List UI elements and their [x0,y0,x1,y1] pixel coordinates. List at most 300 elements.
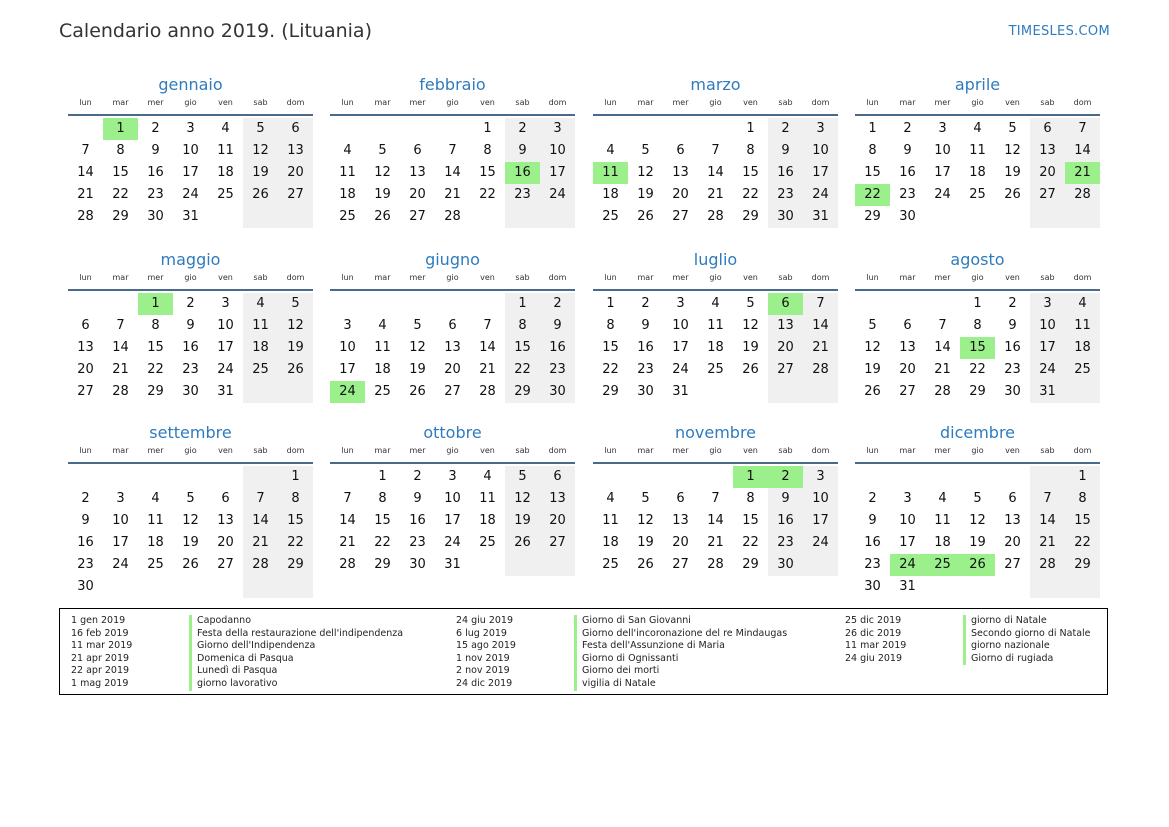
empty-cell [698,381,733,403]
day-cell: 25 [374,384,391,399]
empty-cell [330,466,365,488]
empty-cell [698,466,733,488]
holiday-name: giorno di Natale [963,615,1047,628]
day-cell: 16 [409,513,426,528]
day-cell: 1 [103,118,138,140]
day-cell: 20 [217,535,234,550]
weekday-label: dom [286,98,305,107]
empty-cell [208,466,243,488]
day-cell: 21 [444,187,461,202]
day-cell: 8 [278,488,313,510]
empty-cell [890,466,925,488]
day-grid [330,464,575,576]
day-cell: 16 [505,162,540,184]
day-cell: 13 [899,340,916,355]
empty-cell [663,118,698,140]
day-cell: 11 [243,315,278,337]
day-cell: 15 [278,510,313,532]
legend-column [71,615,431,691]
day-cell: 30 [409,557,426,572]
day-cell: 2 [540,293,575,315]
legend-row [71,678,431,691]
day-cell: 29 [278,554,313,576]
empty-cell [278,381,313,403]
day-cell: 18 [374,362,391,377]
empty-cell [628,118,663,140]
weekday-label: dom [1073,273,1092,282]
day-cell: 31 [672,384,689,399]
weekday-header [855,98,1100,116]
holiday-date: 1 gen 2019 [71,615,126,626]
empty-cell [365,293,400,315]
day-cell: 19 [409,362,426,377]
day-cell: 24 [540,184,575,206]
weekday-label: mar [637,446,654,455]
day-cell: 29 [374,557,391,572]
day-cell: 15 [479,165,496,180]
weekday-label: gio [971,273,984,282]
day-cell: 1 [1065,466,1100,488]
day-cell: 27 [444,384,461,399]
day-grid [593,291,838,403]
day-cell: 8 [746,491,755,506]
empty-cell [68,118,103,140]
day-cell: 22 [742,535,759,550]
day-cell: 11 [374,340,391,355]
day-cell: 10 [339,340,356,355]
empty-cell [278,206,313,228]
weekday-label: ven [1005,446,1020,455]
empty-cell [855,466,890,488]
empty-cell [208,206,243,228]
weekday-label: sab [1040,273,1055,282]
day-cell: 22 [147,362,164,377]
page-title: Calendario anno 2019. (Lituania) [59,20,372,42]
day-cell: 12 [637,165,654,180]
weekday-label: ven [218,98,233,107]
day-cell: 20 [672,535,689,550]
weekday-label: sab [778,273,793,282]
weekday-label: gio [446,98,459,107]
month-dicembre [855,422,1100,598]
day-cell: 30 [637,384,654,399]
empty-cell [400,293,435,315]
day-cell: 5 [243,118,278,140]
weekday-label: mer [672,98,689,107]
day-cell: 3 [116,491,125,506]
legend-row [71,615,431,628]
day-cell: 11 [217,143,234,158]
day-cell: 9 [505,140,540,162]
holiday-name: Festa dell'Assunzione di Maria [574,640,725,653]
day-cell: 24 [217,362,234,377]
day-cell: 17 [339,362,356,377]
day-cell: 4 [483,469,492,484]
day-cell: 4 [938,491,947,506]
day-cell: 17 [803,162,838,184]
day-cell: 18 [217,165,234,180]
day-cell: 26 [243,184,278,206]
empty-cell [890,293,925,315]
day-cell: 18 [243,337,278,359]
day-cell: 13 [672,513,689,528]
weekday-header [593,98,838,116]
day-cell: 7 [711,143,720,158]
holiday-name: Secondo giorno di Natale [963,628,1091,641]
day-cell: 3 [1030,293,1065,315]
day-cell: 8 [151,318,160,333]
day-cell: 13 [768,315,803,337]
day-grid [68,116,313,228]
day-cell: 14 [803,315,838,337]
holiday-date: 6 lug 2019 [456,627,507,639]
day-cell: 24 [672,362,689,377]
day-cell: 9 [413,491,422,506]
day-cell: 9 [768,140,803,162]
day-cell: 12 [864,340,881,355]
day-cell: 16 [768,510,803,532]
empty-cell [960,576,995,598]
holiday-name: vigilia di Natale [574,678,656,691]
day-cell: 30 [1004,384,1021,399]
day-cell: 8 [483,143,492,158]
day-cell: 25 [217,187,234,202]
empty-cell [68,466,103,488]
day-cell: 9 [641,318,650,333]
day-grid [68,291,313,403]
month-name: marzo [690,75,741,94]
empty-cell [470,554,505,576]
weekday-header [330,273,575,291]
day-grid [593,464,838,576]
day-cell: 27 [899,384,916,399]
weekday-label: lun [341,98,354,107]
day-cell: 20 [540,510,575,532]
day-cell: 5 [278,293,313,315]
day-cell: 12 [243,140,278,162]
day-cell: 21 [1030,532,1065,554]
empty-cell [540,554,575,576]
empty-cell [103,293,138,315]
day-cell: 9 [151,143,160,158]
day-cell: 5 [746,296,755,311]
day-cell: 29 [864,209,881,224]
legend-row [845,640,1169,653]
month-name: novembre [674,423,757,442]
weekday-label: gio [971,98,984,107]
legend-row [845,653,1169,666]
day-cell: 20 [899,362,916,377]
day-cell: 20 [409,187,426,202]
empty-cell [173,576,208,598]
holiday-name: Giorno dei morti [574,665,659,678]
day-cell: 24 [444,535,461,550]
day-cell: 26 [1004,187,1021,202]
day-cell: 30 [768,554,803,576]
day-cell: 12 [1004,143,1021,158]
empty-cell [243,206,278,228]
day-cell: 18 [602,535,619,550]
weekday-label: mer [409,98,426,107]
empty-cell [243,466,278,488]
day-cell: 23 [637,362,654,377]
day-cell: 2 [768,466,803,488]
weekday-label: mar [899,446,916,455]
day-cell: 2 [413,469,422,484]
weekday-label: ven [743,98,758,107]
holiday-name: Giorno dell'Indipendenza [189,640,315,653]
day-cell: 22 [1065,532,1100,554]
empty-cell [365,118,400,140]
legend-row [456,615,816,628]
empty-cell [243,576,278,598]
weekday-label: gio [184,273,197,282]
day-cell: 5 [641,143,650,158]
day-cell: 6 [413,143,422,158]
empty-cell [1065,381,1100,403]
day-cell: 6 [676,143,685,158]
day-cell: 9 [186,318,195,333]
day-cell: 27 [409,209,426,224]
month-marzo [593,74,838,228]
day-cell: 10 [182,143,199,158]
legend-row [456,628,816,641]
weekday-label: mar [112,98,129,107]
day-cell: 3 [186,121,195,136]
day-cell: 20 [278,162,313,184]
day-cell: 30 [768,206,803,228]
day-cell: 3 [221,296,230,311]
weekday-label: dom [286,446,305,455]
day-cell: 31 [444,557,461,572]
empty-cell [803,381,838,403]
day-cell: 18 [479,513,496,528]
empty-cell [103,466,138,488]
day-cell: 30 [182,384,199,399]
day-cell: 14 [243,510,278,532]
site-link[interactable]: TIMESLES.COM [1008,24,1110,39]
day-cell: 17 [182,165,199,180]
day-cell: 21 [1065,162,1100,184]
holiday-name: Capodanno [189,615,251,628]
day-cell: 19 [243,162,278,184]
day-cell: 23 [864,557,881,572]
day-cell: 23 [899,187,916,202]
day-cell: 1 [483,121,492,136]
weekday-label: lun [866,273,879,282]
day-cell: 11 [1065,315,1100,337]
weekday-label: mar [374,446,391,455]
day-cell: 21 [707,535,724,550]
day-cell: 16 [77,535,94,550]
weekday-label: ven [480,98,495,107]
day-cell: 9 [868,513,877,528]
day-cell: 12 [278,315,313,337]
day-cell: 4 [221,121,230,136]
weekday-label: ven [480,446,495,455]
legend-row [845,628,1169,641]
day-cell: 4 [606,143,615,158]
holiday-date: 21 apr 2019 [71,652,130,664]
day-cell: 26 [409,384,426,399]
day-cell: 22 [479,187,496,202]
day-cell: 8 [116,143,125,158]
day-cell: 23 [768,184,803,206]
weekday-label: gio [184,446,197,455]
holiday-name: Giorno dell'incoronazione del re Mindaugas [574,628,787,641]
holiday-name: giorno lavorativo [189,678,278,691]
empty-cell [663,466,698,488]
weekday-label: gio [709,98,722,107]
day-cell: 19 [278,337,313,359]
day-grid [855,291,1100,403]
day-cell: 4 [243,293,278,315]
day-cell: 11 [339,165,356,180]
day-cell: 1 [973,296,982,311]
legend-row [456,678,816,691]
day-cell: 15 [112,165,129,180]
empty-cell [768,381,803,403]
day-cell: 24 [112,557,129,572]
day-cell: 14 [339,513,356,528]
weekday-label: ven [218,273,233,282]
weekday-label: lun [79,98,92,107]
day-cell: 16 [147,165,164,180]
month-aprile [855,74,1100,228]
weekday-label: mar [637,273,654,282]
weekday-label: gio [971,446,984,455]
day-cell: 10 [934,143,951,158]
day-cell: 28 [707,209,724,224]
empty-cell [470,293,505,315]
day-cell: 13 [77,340,94,355]
day-cell: 27 [672,209,689,224]
empty-cell [68,293,103,315]
empty-cell [995,466,1030,488]
weekday-label: sab [253,273,268,282]
day-cell: 24 [1030,359,1065,381]
day-cell: 14 [707,165,724,180]
holiday-date: 26 dic 2019 [845,627,902,639]
weekday-header [330,446,575,464]
day-cell: 21 [243,532,278,554]
day-cell: 1 [606,296,615,311]
day-cell: 2 [505,118,540,140]
day-cell: 19 [505,510,540,532]
day-cell: 31 [182,209,199,224]
day-cell: 22 [374,535,391,550]
day-cell: 27 [540,532,575,554]
calendar-grid [68,74,1101,614]
month-name: agosto [950,250,1005,269]
weekday-label: sab [778,446,793,455]
weekday-label: dom [811,273,830,282]
weekday-label: mer [147,446,164,455]
day-cell: 16 [899,165,916,180]
legend-row [456,653,816,666]
day-cell: 19 [637,187,654,202]
day-cell: 22 [278,532,313,554]
weekday-label: lun [866,446,879,455]
month-giugno [330,249,575,403]
day-cell: 23 [505,184,540,206]
day-cell: 30 [540,381,575,403]
day-cell: 12 [637,513,654,528]
weekday-label: ven [1005,273,1020,282]
weekday-label: mer [147,273,164,282]
day-cell: 20 [1030,162,1065,184]
month-ottobre [330,422,575,576]
day-cell: 17 [672,340,689,355]
empty-cell [995,206,1030,228]
empty-cell [278,576,313,598]
weekday-label: gio [446,446,459,455]
day-cell: 10 [803,488,838,510]
weekday-label: lun [79,273,92,282]
empty-cell [1065,576,1100,598]
weekday-label: sab [253,446,268,455]
day-grid [593,116,838,228]
day-cell: 5 [505,466,540,488]
empty-cell [243,381,278,403]
day-cell: 15 [960,337,995,359]
day-cell: 18 [602,187,619,202]
day-cell: 27 [672,557,689,572]
day-cell: 11 [147,513,164,528]
empty-cell [208,576,243,598]
day-cell: 15 [742,513,759,528]
empty-cell [698,118,733,140]
day-cell: 28 [803,359,838,381]
day-cell: 26 [278,359,313,381]
day-cell: 2 [81,491,90,506]
day-cell: 14 [1030,510,1065,532]
day-cell: 5 [378,143,387,158]
day-cell: 28 [707,557,724,572]
legend-row [845,615,1169,628]
day-cell: 21 [339,535,356,550]
day-cell: 12 [505,488,540,510]
day-cell: 26 [637,209,654,224]
day-cell: 14 [444,165,461,180]
day-cell: 13 [217,513,234,528]
empty-cell [103,576,138,598]
weekday-label: sab [1040,446,1055,455]
day-cell: 9 [81,513,90,528]
weekday-header [68,98,313,116]
holiday-date: 25 dic 2019 [845,615,902,626]
empty-cell [855,293,890,315]
day-cell: 31 [803,206,838,228]
day-cell: 1 [378,469,387,484]
day-cell: 27 [217,557,234,572]
holiday-date: 1 nov 2019 [456,652,510,664]
day-cell: 25 [243,359,278,381]
day-cell: 2 [868,491,877,506]
weekday-label: lun [604,446,617,455]
day-cell: 1 [746,121,755,136]
day-cell: 5 [186,491,195,506]
empty-cell [925,576,960,598]
day-cell: 7 [81,143,90,158]
day-cell: 9 [903,143,912,158]
weekday-label: dom [548,273,567,282]
weekday-label: mar [374,98,391,107]
day-cell: 18 [147,535,164,550]
weekday-label: dom [811,98,830,107]
day-cell: 29 [969,384,986,399]
day-cell: 26 [505,532,540,554]
